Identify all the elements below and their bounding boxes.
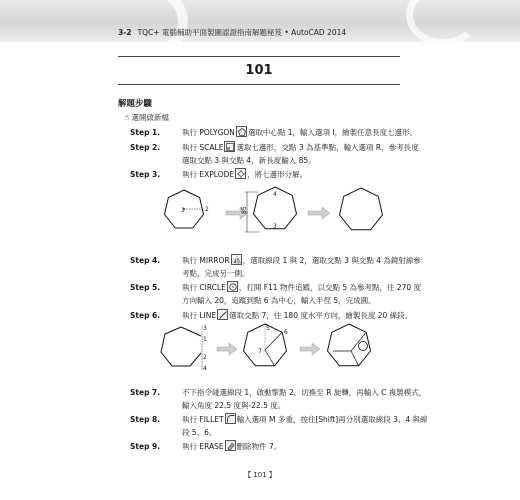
point-label: 2 xyxy=(205,206,209,213)
fillet-icon xyxy=(225,413,236,424)
step-label: Step 8. xyxy=(130,415,161,424)
chapter-title: TQC+ 電腦輔助平面製圖認證指南解題秘笈 • AutoCAD 2014 xyxy=(137,28,347,37)
figure-heptagons-step1-3 xyxy=(148,185,398,245)
subsection-title: 選開啟新檔 xyxy=(131,113,169,122)
circle xyxy=(359,342,368,351)
subsection xyxy=(124,112,169,123)
pointing-hand-icon: ☝ xyxy=(124,113,130,123)
point-label: 4 xyxy=(273,191,277,198)
step-7: Step 7. 不下指令碰選線段 1，啟動掣點 2，切換至 R 旋轉，再輸入 C 複製模式， 輸入角度 22.5 度與-22.5 度。 xyxy=(130,388,427,410)
line-icon xyxy=(217,309,228,320)
mirror-icon xyxy=(231,254,242,265)
step-9: Step 9. 執行 ERASE 刪除物件 7。 xyxy=(130,442,282,451)
heptagon xyxy=(328,324,371,366)
document-title: 101 xyxy=(245,63,273,78)
figure-heptagons-step4-7 xyxy=(150,320,400,382)
scale-icon xyxy=(224,141,235,152)
circle-icon xyxy=(227,281,238,292)
arrow xyxy=(300,343,320,355)
point-label: 1 xyxy=(203,336,207,343)
erase-icon xyxy=(225,440,236,451)
arrow xyxy=(308,207,330,219)
point-label: 3 xyxy=(273,223,277,230)
heptagon xyxy=(340,188,383,230)
header-decoration xyxy=(406,0,480,42)
chapter-header xyxy=(118,27,346,38)
page-footer: 【 101 】 xyxy=(244,471,276,479)
step-label: Step 2. xyxy=(130,143,161,152)
step-label: Step 1. xyxy=(130,128,161,137)
point-label: 7 xyxy=(258,348,262,355)
page-ref: 3-2 xyxy=(118,28,132,37)
step-label: Step 9. xyxy=(130,442,161,451)
diagonal-line xyxy=(265,332,282,350)
point-label: 3 xyxy=(203,325,207,332)
title-rule-bottom xyxy=(118,84,400,85)
step-8: Step 8. 執行 FILLET 輸入選項 M 多重，按住[Shift]再分別選取線段 3、4 與線 段 5、6。 xyxy=(130,415,428,437)
point-label: 1 xyxy=(181,207,185,214)
title-rule-top xyxy=(118,56,400,57)
step-label: Step 5. xyxy=(130,283,161,292)
point-label: 5 xyxy=(266,325,270,332)
point-label: 4 xyxy=(203,365,207,372)
diagonal-line xyxy=(265,350,275,366)
step-label: Step 6. xyxy=(130,311,161,320)
explode-icon xyxy=(235,168,246,179)
arrow xyxy=(217,343,237,355)
step-4: Step 4. 執行 MIRROR ，選取線段 1 與 2，選取交點 3 與交點 4 為鏡射線參 考點，完成另一側。 xyxy=(130,256,421,278)
step-1: Step 1. 執行 POLYGON 選取中心點 1，輸入選項 I，繪製任意長度七邊形。 xyxy=(130,128,418,137)
segment-1 xyxy=(181,327,201,336)
section-title: 解題步驟 xyxy=(118,99,153,109)
step-label: Step 3. xyxy=(130,170,161,179)
step-5: Step 5. 執行 CIRCLE ，打開 F11 物件追蹤，以交點 5 為參考點，往 270 度 方向輸入 20，追蹤到點 6 為中心，輸入半徑 5，完成圓。 xyxy=(130,283,422,305)
step-2: Step 2. 執行 SCALE 選取七邊形，交點 3 為基準點，輸入選項 R，參考長度 選取交點 3 與交點 4，新長度輸入 85。 xyxy=(130,143,419,165)
diagonal-line xyxy=(351,351,359,366)
polygon-icon xyxy=(236,126,247,137)
step-6: Step 6. 執行 LINE 選取交點 7，往 180 度水平方向，繪製長度 20 線段。 xyxy=(130,311,413,320)
heptagon-edge xyxy=(161,327,190,366)
point-label: 6 xyxy=(284,329,288,336)
step-3: Step 3. 執行 EXPLODE ，將七邊形分解。 xyxy=(130,170,308,179)
step-label: Step 4. xyxy=(130,256,161,265)
dimension-label: 85 xyxy=(241,206,248,214)
segment-2 xyxy=(190,353,201,366)
point-label: 2 xyxy=(203,354,207,361)
step-label: Step 7. xyxy=(130,388,161,397)
